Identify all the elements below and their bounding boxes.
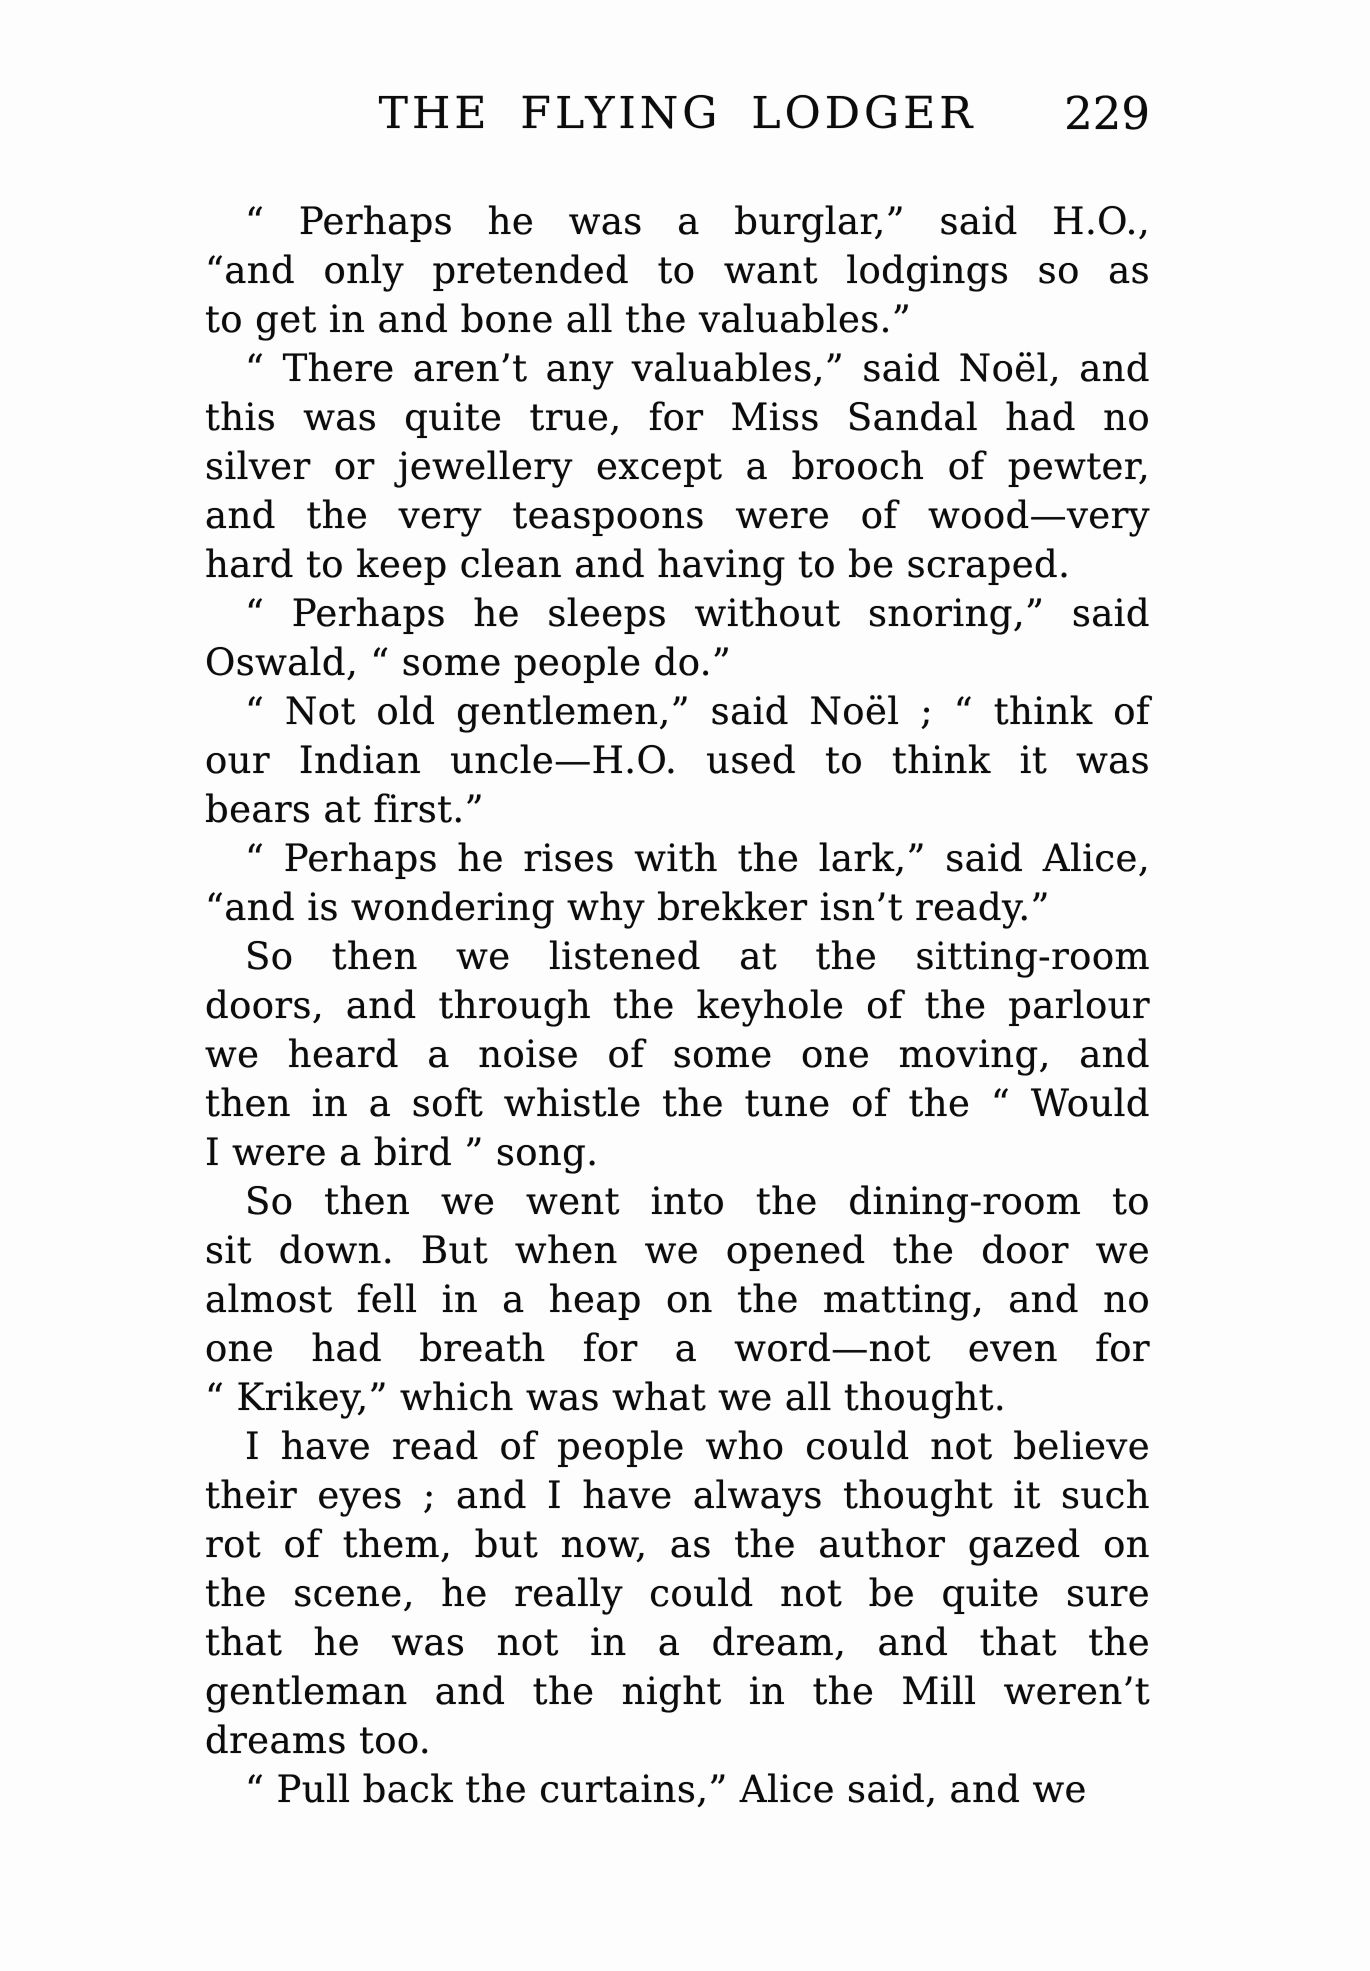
paragraph (205, 1177, 1150, 1422)
text-line: “ Krikey,” which was what we all thought. (205, 1376, 1007, 1419)
paragraph (205, 344, 1150, 589)
text-line: “ Perhaps he was a burglar,” said H.O., (245, 200, 1150, 243)
text-line: and the very teaspoons were of wood—very (205, 494, 1150, 537)
text-line: then in a soft whistle the tune of the “ Would (205, 1082, 1150, 1125)
text-line: I have read of people who could not believe (245, 1425, 1150, 1468)
text-line: bears at first.” (205, 788, 484, 831)
text-block (205, 197, 1150, 1814)
text-line: gentleman and the night in the Mill weren’t (205, 1670, 1150, 1713)
text-line: one had breath for a word—not even for (205, 1327, 1150, 1370)
text-line: “ There aren’t any valuables,” said Noël, and (245, 347, 1150, 390)
text-line: “ Perhaps he sleeps without snoring,” said (245, 592, 1150, 635)
text-line: dreams too. (205, 1719, 432, 1762)
paragraph (205, 932, 1150, 1177)
text-line: the scene, he really could not be quite sure (205, 1572, 1150, 1615)
text-line: to get in and bone all the valuables.” (205, 298, 912, 341)
running-head (205, 87, 1150, 140)
text-line: this was quite true, for Miss Sandal had no (205, 396, 1150, 439)
paragraph (205, 834, 1150, 932)
text-line: our Indian uncle—H.O. used to think it was (205, 739, 1150, 782)
text-line: “ Perhaps he rises with the lark,” said Alice, (245, 837, 1150, 880)
text-line: I were a bird ” song. (205, 1131, 599, 1174)
text-line: silver or jewellery except a brooch of pewter, (205, 445, 1150, 488)
text-line: So then we went into the dining-room to (245, 1180, 1150, 1223)
paragraph (205, 589, 1150, 687)
text-line: So then we listened at the sitting-room (245, 935, 1150, 978)
paragraph (205, 197, 1150, 344)
text-line: “ Not old gentlemen,” said Noël ; “ think of (245, 690, 1150, 733)
paragraph (205, 1422, 1150, 1765)
paragraph (205, 687, 1150, 834)
text-line: rot of them, but now, as the author gazed on (205, 1523, 1150, 1566)
text-line: we heard a noise of some one moving, and (205, 1033, 1150, 1076)
text-line: doors, and through the keyhole of the parlour (205, 984, 1150, 1027)
text-line: “and only pretended to want lodgings so as (205, 249, 1150, 292)
text-line: hard to keep clean and having to be scraped. (205, 543, 1071, 586)
text-line: Oswald, “ some people do.” (205, 641, 732, 684)
chapter-title: THE FLYING LODGER (378, 88, 977, 139)
page-number: 229 (1064, 87, 1150, 140)
text-line: their eyes ; and I have always thought it such (205, 1474, 1150, 1517)
text-line: “and is wondering why brekker isn’t ready.” (205, 886, 1050, 929)
text-line: “ Pull back the curtains,” Alice said, and we (245, 1768, 1087, 1811)
text-line: almost fell in a heap on the matting, and no (205, 1278, 1150, 1321)
text-line: that he was not in a dream, and that the (205, 1621, 1150, 1664)
paragraph (205, 1765, 1150, 1814)
text-line: sit down. But when we opened the door we (205, 1229, 1150, 1272)
